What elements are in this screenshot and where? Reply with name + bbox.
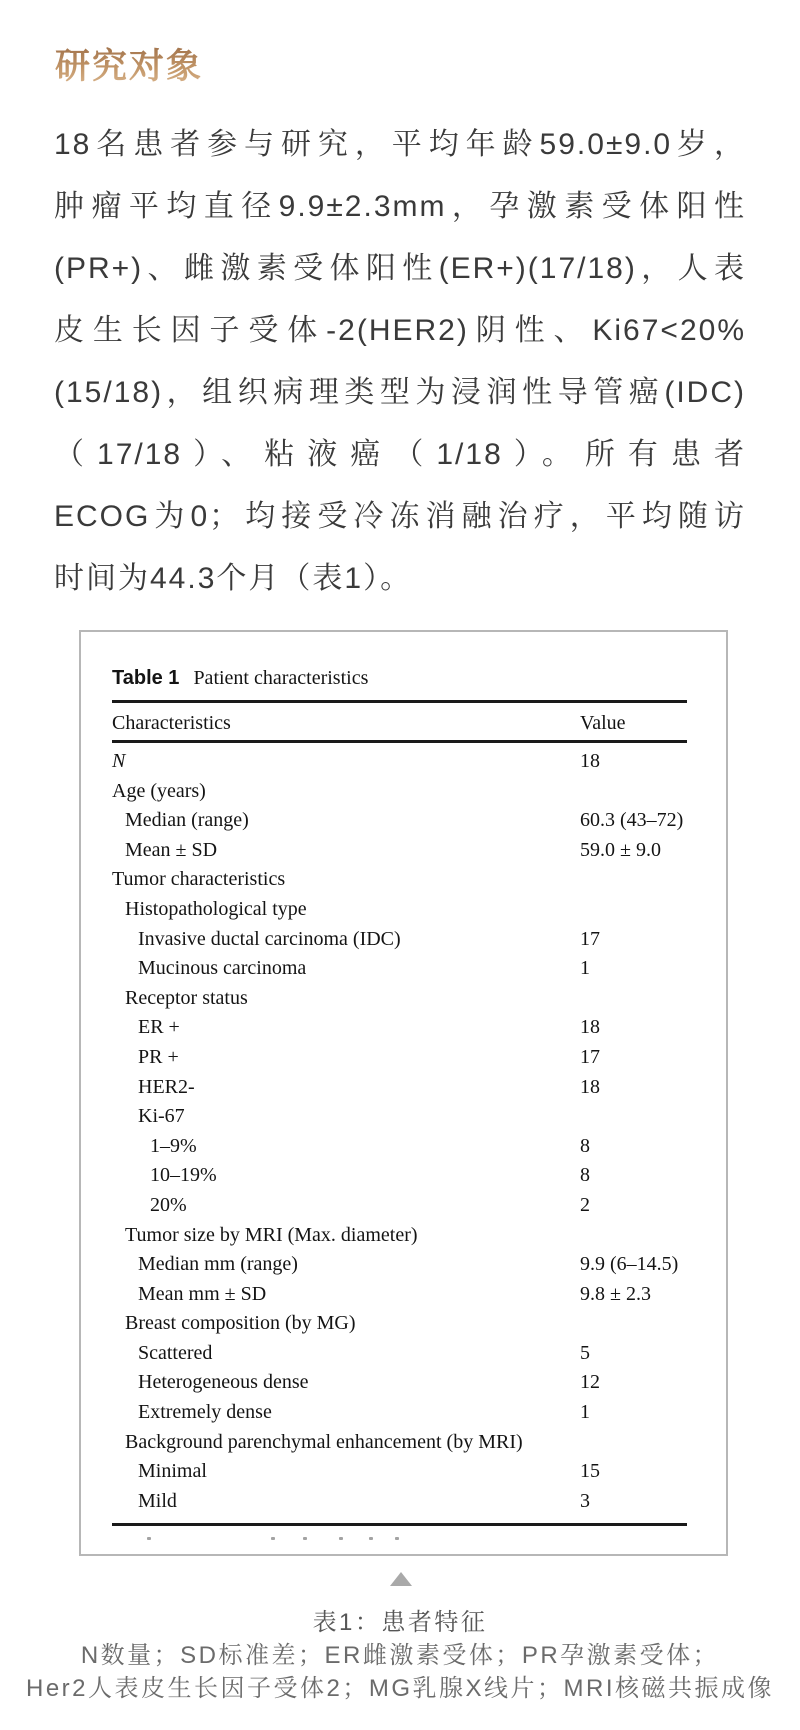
table-top-rule bbox=[112, 700, 687, 703]
row-value: 18 bbox=[580, 1016, 600, 1039]
table-row bbox=[112, 806, 687, 836]
table-row bbox=[112, 895, 687, 925]
table-row bbox=[112, 1487, 687, 1517]
figure-caption bbox=[0, 1606, 800, 1705]
row-label: Heterogeneous dense bbox=[138, 1371, 309, 1394]
table-row bbox=[112, 1428, 687, 1458]
row-label: 1–9% bbox=[150, 1134, 197, 1157]
paragraph-line: （17/18）、粘液癌（1/18）。所有患者 bbox=[54, 438, 746, 471]
table-row bbox=[112, 1457, 687, 1487]
cropped-footnote-fragment bbox=[143, 1537, 483, 1543]
row-label: Receptor status bbox=[125, 986, 248, 1009]
table-row bbox=[112, 1368, 687, 1398]
row-label: N bbox=[112, 750, 126, 772]
table-row bbox=[112, 836, 687, 866]
row-label: 10–19% bbox=[150, 1164, 217, 1187]
row-value: 1 bbox=[580, 1401, 590, 1424]
row-value: 5 bbox=[580, 1341, 590, 1364]
row-value: 18 bbox=[580, 750, 600, 772]
column-header-value: Value bbox=[580, 712, 626, 734]
row-value: 60.3 (43–72) bbox=[580, 809, 684, 832]
row-label: Mild bbox=[138, 1489, 177, 1512]
paragraph-line: 18名患者参与研究，平均年龄59.0±9.0岁， bbox=[54, 128, 746, 161]
table-row bbox=[112, 954, 687, 984]
table-row bbox=[112, 1073, 687, 1103]
table-row bbox=[112, 925, 687, 955]
row-label: Scattered bbox=[138, 1341, 213, 1364]
row-label: Median mm (range) bbox=[138, 1253, 298, 1276]
row-value: 3 bbox=[580, 1489, 590, 1512]
row-label: Histopathological type bbox=[125, 897, 307, 920]
table-row bbox=[112, 1339, 687, 1369]
table-row bbox=[112, 1132, 687, 1162]
paragraph-line: (PR+)、雌激素受体阳性(ER+)(17/18)，人表 bbox=[54, 252, 746, 285]
row-label: Ki-67 bbox=[138, 1105, 185, 1128]
row-label: PR + bbox=[138, 1045, 179, 1068]
row-value: 8 bbox=[580, 1134, 590, 1157]
row-value: 15 bbox=[580, 1460, 600, 1483]
row-label: Mean mm ± SD bbox=[138, 1282, 267, 1305]
row-label: Median (range) bbox=[125, 809, 249, 832]
row-value: 9.8 ± 2.3 bbox=[580, 1282, 651, 1305]
paragraph-line: 时间为44.3个月（表1）。 bbox=[54, 562, 413, 595]
table-title bbox=[112, 666, 368, 690]
table-row bbox=[112, 777, 687, 807]
row-label: HER2- bbox=[138, 1075, 195, 1098]
caption-footnote-2: Her2人表皮生长因子受体2；MG乳腺X线片；MRI核磁共振成像 bbox=[25, 1675, 775, 1702]
row-label: Minimal bbox=[138, 1460, 207, 1483]
row-label: Invasive ductal carcinoma (IDC) bbox=[138, 927, 401, 950]
table-row bbox=[112, 1102, 687, 1132]
table-row bbox=[112, 984, 687, 1014]
row-label: Mean ± SD bbox=[125, 838, 218, 861]
row-label: Breast composition (by MG) bbox=[125, 1312, 356, 1335]
row-label: Tumor characteristics bbox=[112, 868, 286, 891]
table-row bbox=[112, 1250, 687, 1280]
row-label: Background parenchymal enhancement (by MRI) bbox=[125, 1430, 523, 1453]
paragraph-line: (15/18)，组织病理类型为浸润性导管癌(IDC) bbox=[54, 376, 746, 409]
table-row bbox=[112, 747, 687, 777]
column-header-characteristics: Characteristics bbox=[112, 712, 231, 734]
table-header-rule bbox=[112, 740, 687, 743]
caption-title: 表1：患者特征 bbox=[312, 1609, 488, 1636]
row-value: 2 bbox=[580, 1193, 590, 1216]
row-label: 20% bbox=[150, 1193, 187, 1216]
row-value: 12 bbox=[580, 1371, 600, 1394]
table-rows bbox=[112, 747, 687, 1516]
table-bottom-rule bbox=[112, 1523, 687, 1526]
row-value: 18 bbox=[580, 1075, 600, 1098]
row-label: Age (years) bbox=[112, 779, 206, 802]
table-row bbox=[112, 865, 687, 895]
paragraph-line: 肿瘤平均直径9.9±2.3mm，孕激素受体阳性 bbox=[54, 190, 746, 223]
table-row bbox=[112, 1309, 687, 1339]
row-value: 17 bbox=[580, 1045, 600, 1068]
row-label: Tumor size by MRI (Max. diameter) bbox=[125, 1223, 418, 1246]
table-number-label: Table 1 bbox=[112, 667, 180, 689]
row-value: 9.9 (6–14.5) bbox=[580, 1253, 679, 1276]
table-row bbox=[112, 1161, 687, 1191]
row-label: Mucinous carcinoma bbox=[138, 957, 307, 980]
row-value: 59.0 ± 9.0 bbox=[580, 838, 661, 861]
caption-pointer-triangle-icon bbox=[390, 1572, 412, 1586]
table-row bbox=[112, 1398, 687, 1428]
section-title: 研究对象 bbox=[55, 45, 203, 89]
table-row bbox=[112, 1280, 687, 1310]
paragraph-line: 皮生长因子受体-2(HER2)阴性、Ki67<20% bbox=[54, 314, 746, 347]
table-row bbox=[112, 1013, 687, 1043]
row-value: 1 bbox=[580, 957, 590, 980]
table-row bbox=[112, 1221, 687, 1251]
table-title-text: Patient characteristics bbox=[193, 667, 369, 689]
row-label: ER + bbox=[138, 1016, 180, 1039]
row-value: 8 bbox=[580, 1164, 590, 1187]
caption-footnote-1: N数量；SD标准差；ER雌激素受体；PR孕激素受体； bbox=[80, 1642, 720, 1669]
table-header-row bbox=[112, 707, 687, 740]
row-label: Extremely dense bbox=[138, 1401, 272, 1424]
row-value: 17 bbox=[580, 927, 600, 950]
table-row bbox=[112, 1043, 687, 1073]
table-row bbox=[112, 1191, 687, 1221]
table-figure bbox=[79, 630, 728, 1556]
body-paragraph bbox=[54, 114, 746, 610]
paragraph-line: ECOG为0；均接受冷冻消融治疗，平均随访 bbox=[54, 500, 746, 533]
